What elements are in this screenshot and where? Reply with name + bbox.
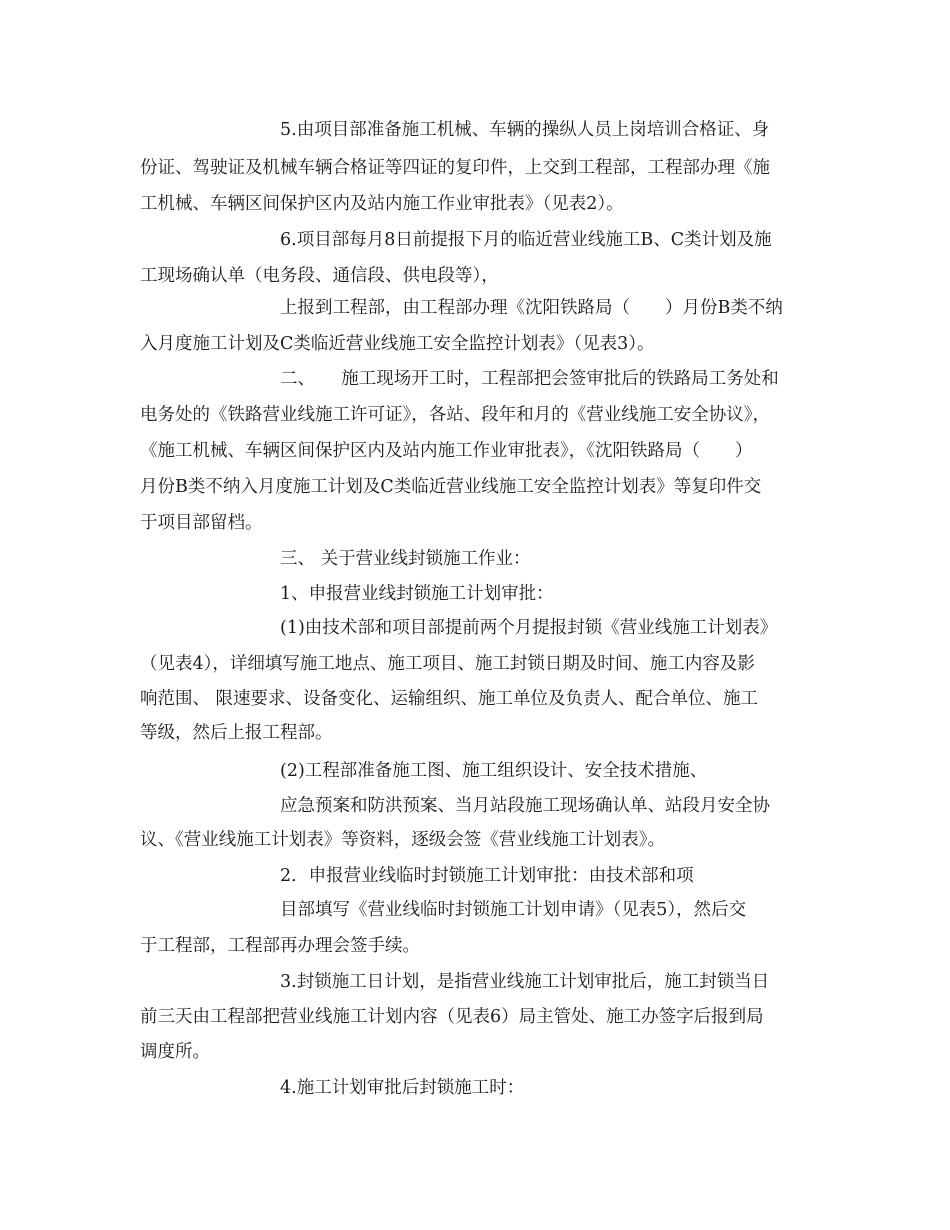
text-line: 3.封锁施工日计划，是指营业线施工计划审批后，施工封锁当日 [280,972,770,992]
text-line: 调度所。 [140,1042,210,1062]
text-line: 目部填写《营业线临时封锁施工计划申请》（见表5），然后交 [280,900,747,920]
text-line: 于项目部留档。 [140,513,263,533]
text-line: 上报到工程部，由工程部办理《沈阳铁路局（ ）月份B类不纳 [280,298,783,318]
text-line: (1)由技术部和项目部提前两个月提报封锁《营业线施工计划表》 [280,618,778,638]
text-line: 5.由项目部准备施工机械、车辆的操纵人员上岗培训合格证、身 [280,120,770,140]
text-line: 电务处的《铁路营业线施工许可证》，各站、段年和月的《营业线施工安全协议》， [140,405,770,425]
text-line: 入月度施工计划及C类临近营业线施工安全监控计划表》（见表3）。 [140,334,655,354]
text-line: （见表4），详细填写施工地点、施工项目、施工封锁日期及时间、施工内容及影 [140,654,755,674]
text-line: 前三天由工程部把营业线施工计划内容（见表6）局主管处、施工办签字后报到局 [140,1007,764,1027]
section-heading: 三、 关于营业线封锁施工作业： [280,549,531,569]
text-line: 份证、驾驶证及机械车辆合格证等四证的复印件，上交到工程部，工程部办理《施 [140,158,770,178]
text-line: 二、 施工现场开工时，工程部把会签审批后的铁路局工务处和 [280,369,779,389]
text-line: 4.施工计划审批后封锁施工时： [280,1078,525,1098]
text-line: 2．申报营业线临时封锁施工计划审批：由技术部和项 [280,866,694,886]
text-line: (2)工程部准备施工图、施工组织设计、安全技术措施、 [280,761,708,781]
text-line: 工机械、车辆区间保护区内及站内施工作业审批表》（见表2）。 [140,194,624,214]
text-line: 议、《营业线施工计划表》等资料，逐级会签《营业线施工计划表》。 [140,830,665,850]
text-line: 《施工机械、车辆区间保护区内及站内施工作业审批表》，《沈阳铁路局（ ） [140,441,753,461]
text-line: 于工程部，工程部再办理会签手续。 [140,936,420,956]
text-line: 6.项目部每月8日前提报下月的临近营业线施工B、C类计划及施 [280,230,772,250]
text-line: 等级，然后上报工程部。 [140,723,333,743]
text-line: 月份B类不纳入月度施工计划及C类临近营业线施工安全监控计划表》等复印件交 [140,477,762,497]
text-line: 响范围、 限速要求、设备变化、运输组织、施工单位及负责人、配合单位、施工 [140,689,759,709]
text-line: 1、申报营业线封锁施工计划审批： [280,584,554,604]
text-line: 应急预案和防洪预案、当月站段施工现场确认单、站段月安全协 [280,796,770,816]
text-line: 工现场确认单（电务段、通信段、供电段等）， [140,266,499,286]
